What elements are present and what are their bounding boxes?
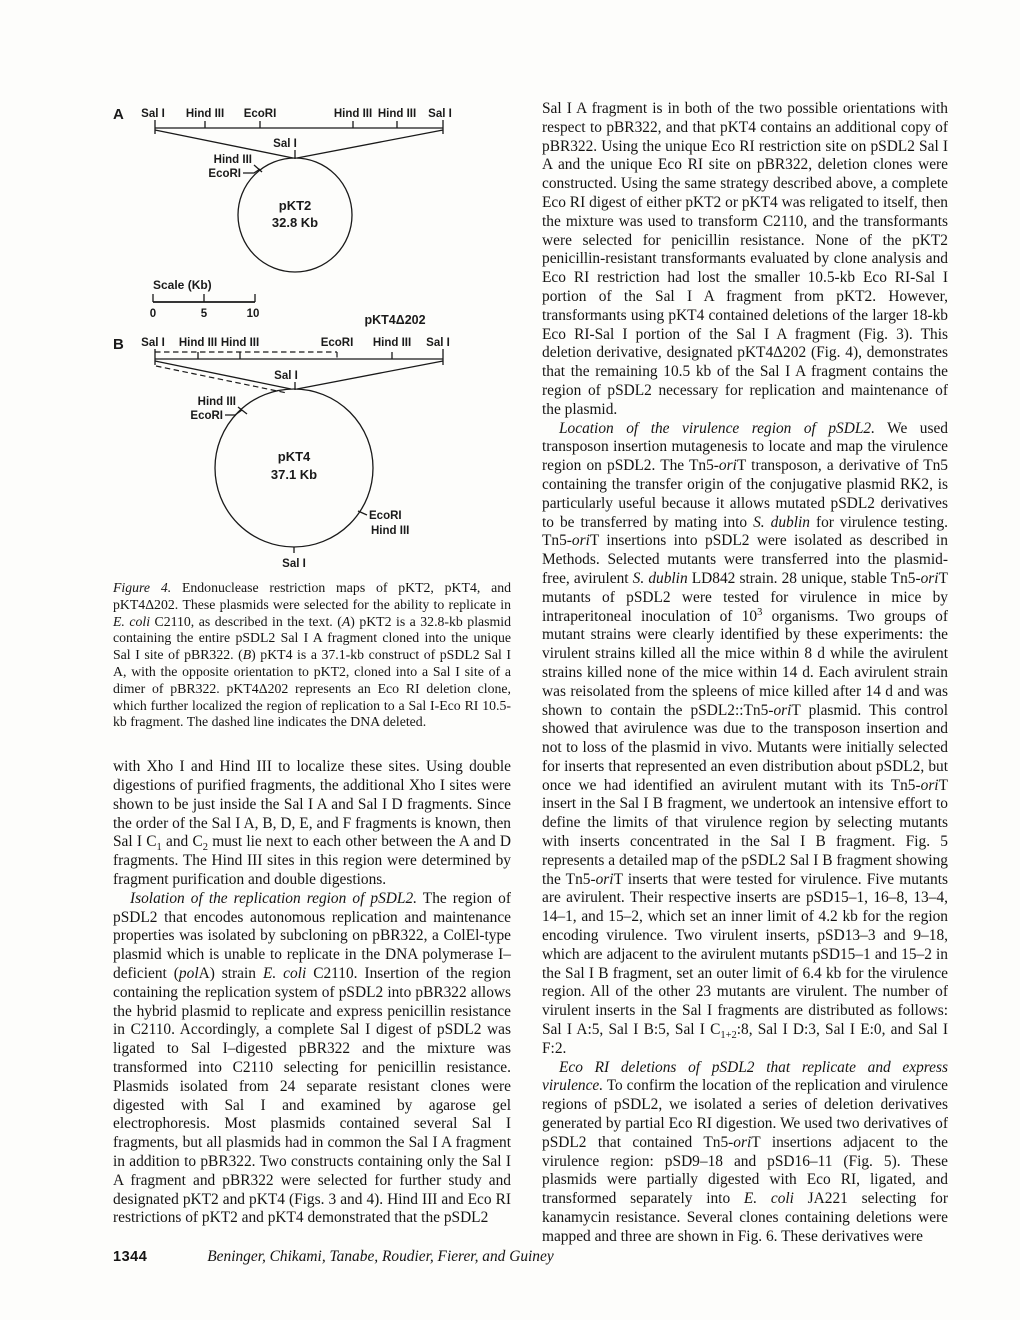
text-segment: 2 — [202, 842, 208, 854]
site-label: EcoRI — [243, 108, 277, 120]
text-segment: pol — [178, 964, 199, 982]
paragraph — [542, 420, 948, 1059]
site-label: EcoRI — [190, 410, 223, 422]
text-segment: :8, Sal I D:3, Sal I E:0, and Sal I F:2. — [542, 1021, 949, 1057]
text-segment: for virulence testing. Tn5- — [542, 513, 948, 550]
text-segment: E. coli — [113, 613, 151, 629]
text-segment: T plasmid. This control showed that avirulence was due to the transposon insertion and not to loss of the plasmid in vivo. Mutants were initially selected for inserts that represented an even distribution about pSDL2, but once we had identified an avirulent mutant with its Tn5- — [542, 701, 948, 794]
text-segment: JA221 selecting for kanamycin resistance. Several clones containing deletions were mapped and three are shown in Fig. 6. These derivatives were — [542, 1190, 948, 1245]
site-label: Sal I — [426, 337, 450, 349]
site-label: Hind III — [197, 396, 236, 408]
right-column — [542, 100, 948, 1247]
text-segment: B — [242, 647, 252, 663]
scale-tick-label: 10 — [246, 308, 260, 320]
text-segment: ori — [773, 701, 792, 719]
insert-site-label: Sal I — [274, 370, 298, 382]
text-segment: T transposon, a derivative of Tn5 containing the transfer origin of the conjugative plasmid RK2, is particularly useful because it allows mutated pSDL2 derivatives to be transferred by mating into — [542, 457, 948, 531]
site-label: EcoRI — [320, 337, 354, 349]
text-segment: must lie next to each other between the A and D fragments. The Hind III sites in this region were determined by fragment purification and double digestions. — [113, 833, 511, 888]
site-label: Hind III — [220, 337, 260, 349]
text-segment: Figure 4. — [113, 580, 172, 595]
site-label: Hind III — [377, 108, 417, 120]
text-segment: with Xho I and Hind III to localize these sites. Using double digestions of purified fragments, the additional Xho I sites were shown to be just inside the Sal I A and Sal I D fragments. Since the order of the Sal I A, B, D, E, and F fragments is known, then Sal I C — [113, 758, 511, 851]
text-segment: C2110, as described in the text. ( — [150, 613, 342, 629]
text-segment: T mutants of pSDL2 were tested for virulence in mice by intraperitoneal inoculation of 10 — [542, 569, 948, 625]
figure-4-restriction-maps — [113, 96, 511, 574]
site-label: Hind III — [333, 108, 373, 120]
linear-map-line — [155, 120, 443, 134]
paragraph — [113, 890, 511, 1228]
text-segment: The region of pSDL2 that encodes autonomous replication and maintenance properties was isolated by subcloning on pBR322, a ColEl-type plasmid which is unable to replicate in the DNA polymerase I–deficient ( — [113, 889, 511, 982]
text-segment: A) strain — [198, 964, 263, 982]
plasmid-name: pKT4 — [277, 449, 311, 464]
scale-ticks — [153, 294, 255, 302]
insert-site-label: Sal I — [273, 138, 297, 150]
text-segment: Location of the virulence region of pSDL2. — [559, 419, 875, 437]
panel-b — [113, 313, 450, 570]
panel-a-label: A — [113, 106, 124, 123]
cloning-funnel-lines — [155, 130, 443, 159]
text-segment: We used transposon insertion mutagenesis to locate and map the virulence region on pSDL2. The Tn5- — [542, 419, 948, 475]
scale-title: Scale (Kb) — [153, 278, 212, 292]
text-segment: To confirm the location of the replication and virulence regions of pSDL2, we isolated a series of deletion derivatives generated by partial Eco RI digestion. We used two derivatives of pSDL2 that contained Tn5- — [542, 1077, 948, 1151]
plasmid-name: pKT2 — [278, 198, 312, 213]
site-label: Sal I — [428, 108, 452, 120]
paragraph — [113, 758, 511, 890]
site-label: EcoRI — [369, 510, 402, 522]
paragraph — [542, 1059, 948, 1247]
text-segment: S. dublin — [632, 569, 688, 587]
text-segment: Endonuclease restriction maps of pKT2, pKT4, and pKT4Δ202. These plasmids were selected for the ability to replicate in — [113, 580, 511, 612]
text-segment: T inserts that were tested for virulence. Five mutants are avirulent. Their respective inserts are pSD15–1, 16–8, 13–4, 14–1, and 15–2, which set an inner limit of 4.2 kb for the region encoding virulence. Two virulent inserts, pSD13–3 and 9–18, which are adjacent to the avirulent mutants pSD15–1 and 15–2 in the Sal I B fragment, set an outer limit of 6.4 kb for the virulence region. All of the other 23 mutants are virulent. The number of virulent inserts in the Sal I fragments are distributed as follows: Sal I A:5, Sal I B:5, Sal I C — [542, 870, 948, 1039]
site-label: Hind III — [178, 337, 218, 349]
text-segment: and C — [161, 833, 203, 851]
panel-a — [113, 106, 452, 272]
text-segment: Sal I A fragment is in both of the two possible orientations with respect to pBR322, and that pKT4 contains an additional copy of pBR322. Using the unique Eco RI restriction site on pSDL2 Sal I A and the unique Eco RI site on pBR322, deletion clones were constructed. Using the same strategy described above, a complete Eco RI digest of either pKT2 or pKT4 was religated to itself, then the mixture was used to transform C2110, and the transformants were selected for penicillin resistance. None of the pKT2 penicillin-resistant transformants evaluated by clone analysis and Eco RI restriction had lost the smaller 10.5-kb Eco RI-Sal I portion of the Sal I A fragment from pKT2. However, transformants using pKT4 contained deletions of the larger 18-kb Eco RI-Sal I portion of the Sal I A fragment (Fig. 3). This deletion derivative, designated pKT4Δ202 (Fig. 4), demonstrates that the remaining 10.5 kb of the Sal I A fragment contains the region of pSDL2 necessary for replication and maintenance of the plasmid. — [542, 100, 948, 418]
text-segment: E. coli — [743, 1190, 794, 1208]
running-authors: Beninger, Chikami, Tanabe, Roudier, Fierer, and Guiney — [207, 1248, 554, 1265]
scale-bar — [150, 278, 260, 320]
scale-tick-label: 0 — [149, 308, 157, 320]
text-segment: ori — [571, 532, 590, 550]
figure-caption — [113, 580, 511, 731]
text-segment: T insertions into pSDL2 were isolated as described in Methods. Selected mutants were transferred into the plasmid-free, avirulent — [542, 532, 948, 587]
left-column — [113, 96, 511, 1228]
text-segment: ori — [733, 1133, 752, 1151]
plasmid-size: 37.1 Kb — [270, 467, 318, 482]
text-segment: ori — [718, 457, 737, 475]
text-segment: 3 — [757, 606, 763, 618]
deletion-derivative-label: pKT4Δ202 — [364, 313, 426, 327]
text-segment: C2110. Insertion of the region containing the replication system of pSDL2 into pBR322 allows the hybrid plasmid to replicate and express penicillin resistance in C2110. Accordingly, a complete Sal I digest of pSDL2 was ligated to Sal I–digested pBR322 and the mixture was transformed into C2110 selecting for penicillin resistance. Plasmids isolated from 24 separate resistant clones were digested with Sal I and examined by agarose gel electrophoresis. Most plasmids contained several Sal I fragments, but all plasmids had in common the Sal I A fragment in addition to pBR322. Two constructs containing only the Sal I A fragment and pBR322 were selected for further study and designated pKT2 and pKT4 (Figs. 3 and 4). Hind III and Eco RI restrictions of pKT2 and pKT4 demonstrated that the pSDL2 — [113, 964, 511, 1227]
text-segment: 1+2 — [720, 1030, 737, 1042]
site-label: Hind III — [185, 108, 225, 120]
text-segment: 1 — [156, 842, 162, 854]
text-segment: ) pKT4 is a 37.1-kb construct of pSDL2 Sal I A, with the opposite orientation to pKT2, cloned into a Sal I site of a dimer of pBR322. pKT4Δ202 represents an Eco RI deletion clone, which further localized the region of replication to a Sal I-Eco RI 10.5-kb fragment. The dashed line indicates the DNA deleted. — [113, 647, 511, 730]
text-segment: S. dublin — [753, 513, 810, 531]
site-label: Sal I — [282, 558, 306, 570]
panel-b-label: B — [113, 336, 124, 353]
text-segment: LD842 strain. 28 unique, stable Tn5- — [687, 569, 921, 587]
text-segment: T insert in the Sal I B fragment, we undertook an intensive effort to define the limits of that virulence region by selecting mutants with inserts concentrated in the Sal I B fragment. Fig. 5 represents a detailed map of the pSDL2 Sal I B fragment showing the Tn5- — [542, 776, 948, 888]
text-segment: organisms. Two groups of mutant strains were clearly identified by these experiments: the virulent strains killed all the mice within 8 d while the avirulent strains killed none of the mice within 14 d. Each avirulent strain was reisolated from the spleens of mice killed after 14 d and was shown to contain the pSDL2::Tn5- — [542, 607, 949, 719]
site-label: Hind III — [213, 154, 252, 166]
page-number: 1344 — [113, 1249, 148, 1265]
scale-tick-label: 5 — [200, 308, 208, 320]
plasmid-size: 32.8 Kb — [271, 215, 319, 230]
deleted-dna-dashed-line — [155, 352, 337, 358]
left-column-text — [113, 758, 511, 1228]
paragraph — [542, 100, 948, 420]
site-label: Hind III — [372, 337, 412, 349]
text-segment: A — [341, 613, 351, 629]
site-label: EcoRI — [208, 168, 241, 180]
site-label: Sal I — [141, 337, 165, 349]
text-segment: ori — [920, 569, 939, 587]
text-segment: Eco RI deletions of pSDL2 that replicate and express virulence. — [542, 1058, 948, 1095]
site-label: Hind III — [371, 525, 410, 537]
cloning-funnel-lines — [155, 361, 443, 390]
text-segment: E. coli — [262, 964, 307, 982]
text-segment: T insertions adjacent to the virulence region: pSD9–18 and pSD16–11 (Fig. 5). These plasmids were partially digested with Eco RI, ligated, and transformed separately into — [542, 1133, 948, 1208]
page-footer — [113, 1248, 953, 1266]
text-segment: Isolation of the replication region of pSDL2. — [130, 889, 418, 907]
text-segment: ) pKT2 is a 32.8-kb plasmid containing the entire pSDL2 Sal I A fragment cloned into the unique Sal I site of pBR322. ( — [113, 613, 511, 663]
deleted-dna-dashed-diagonal — [156, 366, 287, 393]
text-segment: ori — [595, 870, 614, 888]
site-label: Sal I — [141, 108, 165, 120]
text-segment: ori — [920, 776, 939, 794]
